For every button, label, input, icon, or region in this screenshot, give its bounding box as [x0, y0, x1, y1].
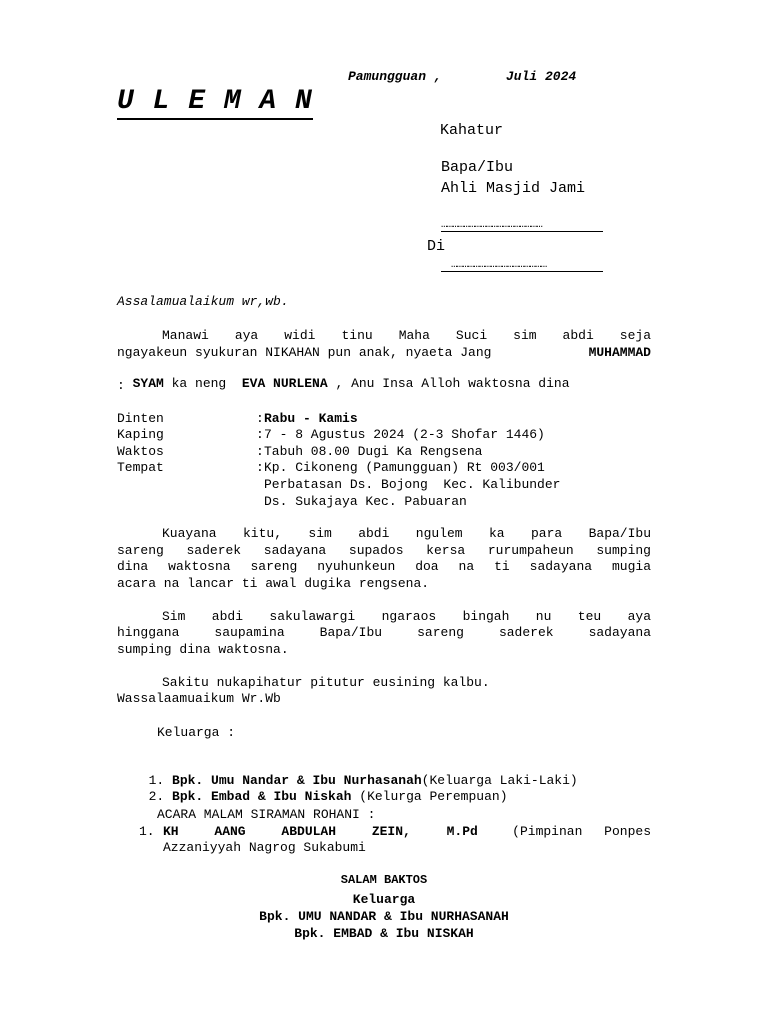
detail-value-waktos: Tabuh 08.00 Dugi Ka Rengsena	[264, 444, 483, 459]
para2-line1: Kuayana kitu, sim abdi ngulem ka para Bapa/Ibu	[162, 526, 651, 541]
para2-line4: acara na lancar ti awal dugika rengsena.	[117, 576, 430, 591]
groom-name-b: SYAM	[132, 376, 164, 391]
para3-line3: sumping dina waktosna.	[117, 642, 289, 657]
recipient-line1: Bapa/Ibu	[441, 159, 514, 176]
signature-line1: SALAM BAKTOS	[340, 873, 428, 887]
greeting-text: Assalamualaikum wr,wb.	[117, 294, 289, 309]
family-item-number: 2.	[148, 789, 165, 804]
bride-name: EVA NURLENA	[241, 376, 328, 391]
document-title: U L E M A N	[117, 86, 313, 120]
intro-line4: :	[117, 378, 125, 393]
recipient-line2: Ahli Masjid Jami	[441, 180, 586, 197]
detail-label-tempat: Tempat	[117, 460, 164, 475]
closing-line2: Wassalaamuaikum Wr.Wb	[117, 691, 281, 706]
family-item-name: Bpk. Embad & Ibu Niskah	[172, 789, 352, 804]
event-speaker-line	[163, 824, 651, 839]
recipient-di-label: Di	[427, 238, 446, 255]
recipient-to-label: Kahatur	[440, 122, 504, 139]
detail-value-kaping: 7 - 8 Agustus 2024 (2-3 Shofar 1446)	[264, 427, 545, 442]
signature-line2: Keluarga	[352, 892, 416, 907]
family-item-note: (Keluarga Laki-Laki)	[421, 773, 578, 788]
family-item	[133, 774, 508, 804]
date-text: Juli 2024	[506, 69, 577, 84]
place-text: Pamungguan ,	[348, 69, 442, 84]
closing-line1: Sakitu nukapihatur pitutur eusining kalbu.	[162, 675, 490, 690]
detail-colon: :	[256, 460, 264, 475]
address-extra-line2: Ds. Sukajaya Kec. Pabuaran	[264, 494, 467, 509]
detail-label-dinten: Dinten	[117, 411, 164, 426]
para3-line1: Sim abdi sakulawargi ngaraos bingah nu teu aya	[162, 609, 651, 624]
intro-line1: Manawi aya widi tinu Maha Suci sim abdi seja	[162, 328, 651, 343]
family-item-note: (Kelurga Perempuan)	[351, 789, 508, 804]
detail-value-tempat: Kp. Cikoneng (Pamungguan) Rt 003/001	[264, 460, 545, 475]
detail-colon: :	[256, 427, 264, 442]
event-line2: Azzaniyyah Nagrog Sukabumi	[163, 840, 366, 855]
signature-line4: Bpk. EMBAD & Ibu NISKAH	[294, 926, 474, 941]
event-note: (Pimpinan Ponpes	[512, 824, 651, 839]
detail-value-dinten: Rabu - Kamis	[264, 411, 358, 426]
family-item-number: 1.	[148, 773, 165, 788]
detail-colon: :	[256, 411, 264, 426]
intro-line3-b: , Anu Insa Alloh waktosna dina	[327, 376, 570, 391]
detail-label-waktos: Waktos	[117, 444, 164, 459]
family-label: Keluarga :	[157, 725, 236, 740]
groom-name-a: MUHAMMAD	[588, 345, 651, 360]
para2-line2: sareng saderek sadayana supados kersa rurumpaheun sumping	[117, 543, 651, 558]
intro-line3	[117, 361, 570, 391]
recipient-blank1: ………………………………………………	[441, 219, 603, 232]
intro-line2	[117, 345, 651, 360]
recipient-blank2: ……………………………………………	[441, 259, 603, 272]
address-extra-line1: Perbatasan Ds. Bojong Kec. Kalibunder	[264, 477, 561, 492]
intro-line2-text: ngayakeun syukuran NIKAHAN pun anak, nyaeta Jang	[117, 345, 500, 360]
event-label: ACARA MALAM SIRAMAN ROHANI :	[157, 807, 376, 822]
para2-line3: dina waktosna sareng nyuhunkeun doa na ti sadayana mugia	[117, 559, 651, 574]
para3-line2: hinggana saupamina Bapa/Ibu sareng saderek sadayana	[117, 625, 651, 640]
signature-line3: Bpk. UMU NANDAR & Ibu NURHASANAH	[259, 909, 509, 924]
intro-line3-a: ka neng	[163, 376, 242, 391]
detail-colon: :	[256, 444, 264, 459]
detail-label-kaping: Kaping	[117, 427, 164, 442]
event-speaker: KH AANG ABDULAH ZEIN, M.Pd	[163, 824, 478, 839]
event-number: 1.	[139, 824, 155, 839]
family-item-name: Bpk. Umu Nandar & Ibu Nurhasanah	[172, 773, 422, 788]
